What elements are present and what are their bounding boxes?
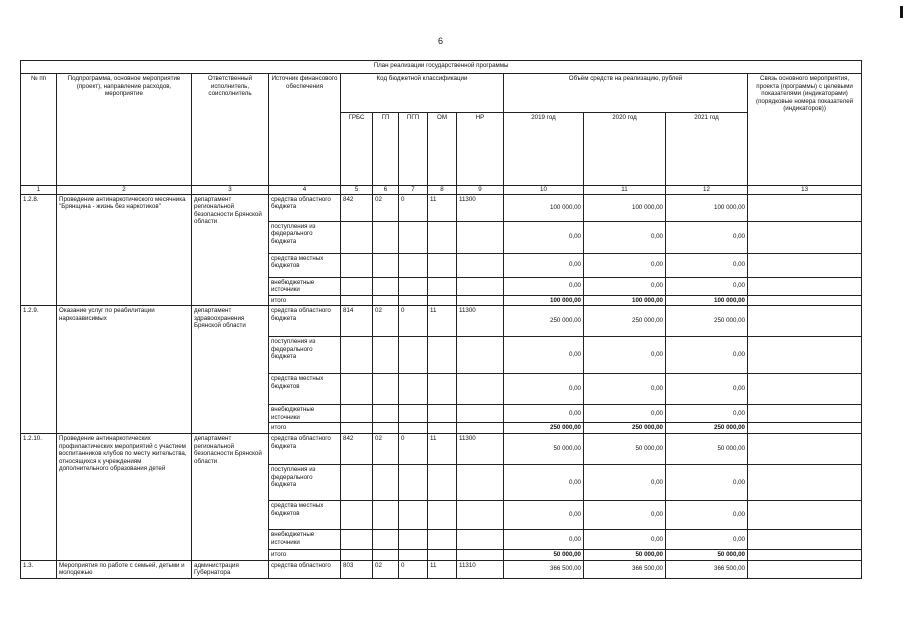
code-empty xyxy=(341,405,373,423)
funding-source: средства областного xyxy=(269,560,341,578)
column-number: 12 xyxy=(666,186,748,195)
code-empty xyxy=(428,221,457,253)
code-gp: 02 xyxy=(373,560,399,578)
code-om: 11 xyxy=(428,433,457,464)
total-amount: 100 000,00 xyxy=(666,295,748,306)
indicator-link xyxy=(748,405,862,423)
amount: 0,00 xyxy=(666,221,748,253)
amount: 0,00 xyxy=(584,221,666,253)
amount: 0,00 xyxy=(666,374,748,405)
code-empty xyxy=(428,423,457,434)
code-empty xyxy=(399,337,428,374)
amount: 0,00 xyxy=(504,277,584,295)
indicator-link xyxy=(748,221,862,253)
header-indicators: Связь основного мероприятия, проекта (программы) с целевыми показателями (индикаторами) (порядковые номера показателей (индикаторов)) xyxy=(748,74,862,186)
row-number: 1.2.8. xyxy=(21,194,57,306)
code-empty xyxy=(373,374,399,405)
funding-source: внебюджетные источники xyxy=(269,529,341,549)
code-empty xyxy=(373,549,399,560)
code-empty xyxy=(428,337,457,374)
table-row xyxy=(21,433,862,464)
code-empty xyxy=(399,500,428,529)
funding-source: внебюджетные источники xyxy=(269,277,341,295)
funding-source: средства областного бюджета xyxy=(269,194,341,221)
page-number: 6 xyxy=(438,36,444,46)
code-empty xyxy=(457,423,504,434)
code-empty xyxy=(341,423,373,434)
amount: 0,00 xyxy=(504,253,584,277)
code-empty xyxy=(457,405,504,423)
code-empty xyxy=(399,423,428,434)
indicator-link xyxy=(748,194,862,221)
code-empty xyxy=(341,464,373,500)
amount: 0,00 xyxy=(666,277,748,295)
amount: 100 000,00 xyxy=(666,194,748,221)
activity-name: Проведение антинаркотического месячника "Брянщина - жизнь без наркотиков" xyxy=(57,194,192,306)
indicator-link xyxy=(748,253,862,277)
code-gp: 02 xyxy=(373,306,399,337)
column-number: 1 xyxy=(21,186,57,195)
code-empty xyxy=(428,529,457,549)
code-empty xyxy=(457,464,504,500)
code-pgp: 0 xyxy=(399,433,428,464)
code-gp: 02 xyxy=(373,433,399,464)
code-empty xyxy=(341,374,373,405)
header-amount: Объём средств на реализацию, рублей xyxy=(504,74,748,113)
header-pgp: ПГП xyxy=(399,113,428,186)
header-gp: ГП xyxy=(373,113,399,186)
code-empty xyxy=(399,549,428,560)
activity-name: Проведение антинаркотических профилактических мероприятий с участием воспитанников клубов по месту жительства, относящихся к учреждениям дополнительного образования детей xyxy=(57,433,192,560)
code-empty xyxy=(457,500,504,529)
code-empty xyxy=(399,253,428,277)
code-om: 11 xyxy=(428,194,457,221)
amount: 0,00 xyxy=(504,221,584,253)
funding-source: средства местных бюджетов xyxy=(269,374,341,405)
amount: 0,00 xyxy=(666,253,748,277)
indicator-link xyxy=(748,433,862,464)
executor: департамент региональной безопасности Брянской области xyxy=(192,194,269,306)
total-amount: 50 000,00 xyxy=(504,549,584,560)
table-row xyxy=(21,194,862,221)
code-gp: 02 xyxy=(373,194,399,221)
indicator-link xyxy=(748,549,862,560)
code-om: 11 xyxy=(428,306,457,337)
code-np: 11300 xyxy=(457,306,504,337)
amount: 100 000,00 xyxy=(584,194,666,221)
code-empty xyxy=(428,464,457,500)
code-empty xyxy=(399,464,428,500)
indicator-link xyxy=(748,277,862,295)
code-empty xyxy=(341,221,373,253)
total-amount: 250 000,00 xyxy=(584,423,666,434)
activity-name: Мероприятия по работе с семьей, детьми и молодежью xyxy=(57,560,192,578)
column-number: 13 xyxy=(748,186,862,195)
code-empty xyxy=(373,500,399,529)
code-empty xyxy=(457,253,504,277)
code-empty xyxy=(428,253,457,277)
code-empty xyxy=(428,295,457,306)
header-grbs: ГРБС xyxy=(341,113,373,186)
code-empty xyxy=(373,405,399,423)
amount: 0,00 xyxy=(504,529,584,549)
total-amount: 100 000,00 xyxy=(504,295,584,306)
code-empty xyxy=(373,253,399,277)
funding-source: итого xyxy=(269,295,341,306)
edge-mark xyxy=(900,6,903,18)
code-empty xyxy=(341,253,373,277)
funding-source: средства областного бюджета xyxy=(269,306,341,337)
code-empty xyxy=(399,374,428,405)
indicator-link xyxy=(748,529,862,549)
code-pgp: 0 xyxy=(399,560,428,578)
amount: 250 000,00 xyxy=(666,306,748,337)
code-empty xyxy=(373,423,399,434)
indicator-link xyxy=(748,560,862,578)
indicator-link xyxy=(748,295,862,306)
indicator-link xyxy=(748,306,862,337)
row-number: 1.3. xyxy=(21,560,57,578)
code-om: 11 xyxy=(428,560,457,578)
column-number: 9 xyxy=(457,186,504,195)
code-empty xyxy=(341,337,373,374)
amount: 0,00 xyxy=(584,337,666,374)
code-empty xyxy=(399,529,428,549)
table-row xyxy=(21,560,862,578)
amount: 0,00 xyxy=(666,500,748,529)
indicator-link xyxy=(748,337,862,374)
total-amount: 250 000,00 xyxy=(504,423,584,434)
code-grbs: 814 xyxy=(341,306,373,337)
code-empty xyxy=(399,277,428,295)
code-empty xyxy=(457,337,504,374)
code-empty xyxy=(428,374,457,405)
amount: 0,00 xyxy=(584,500,666,529)
amount: 0,00 xyxy=(504,500,584,529)
code-pgp: 0 xyxy=(399,194,428,221)
indicator-link xyxy=(748,423,862,434)
table-row xyxy=(21,306,862,337)
column-number: 3 xyxy=(192,186,269,195)
amount: 250 000,00 xyxy=(504,306,584,337)
code-empty xyxy=(341,295,373,306)
amount: 0,00 xyxy=(504,464,584,500)
code-empty xyxy=(373,277,399,295)
header-np: НР xyxy=(457,113,504,186)
funding-source: поступления из федерального бюджета xyxy=(269,464,341,500)
code-pgp: 0 xyxy=(399,306,428,337)
activity-name: Оказание услуг по реабилитации наркозависимых xyxy=(57,306,192,434)
header-number: № пп xyxy=(21,74,57,186)
program-plan-table xyxy=(20,60,862,579)
code-np: 11300 xyxy=(457,433,504,464)
code-empty xyxy=(373,464,399,500)
code-empty xyxy=(457,221,504,253)
code-empty xyxy=(457,549,504,560)
amount: 50 000,00 xyxy=(666,433,748,464)
code-grbs: 842 xyxy=(341,194,373,221)
code-np: 11310 xyxy=(457,560,504,578)
amount: 0,00 xyxy=(584,464,666,500)
code-np: 11300 xyxy=(457,194,504,221)
header-2020: 2020 год xyxy=(584,113,666,186)
code-empty xyxy=(428,500,457,529)
funding-source: итого xyxy=(269,549,341,560)
code-empty xyxy=(373,221,399,253)
amount: 0,00 xyxy=(584,374,666,405)
code-empty xyxy=(399,221,428,253)
header-executor: Ответственный исполнитель, соисполнитель xyxy=(192,74,269,186)
header-2019: 2019 год xyxy=(504,113,584,186)
indicator-link xyxy=(748,374,862,405)
header-source: Источник финансового обеспечения xyxy=(269,74,341,186)
code-grbs: 842 xyxy=(341,433,373,464)
column-number: 11 xyxy=(584,186,666,195)
amount: 50 000,00 xyxy=(504,433,584,464)
indicator-link xyxy=(748,500,862,529)
amount: 50 000,00 xyxy=(584,433,666,464)
header-om: ОМ xyxy=(428,113,457,186)
code-empty xyxy=(341,529,373,549)
code-empty xyxy=(373,295,399,306)
column-number: 6 xyxy=(373,186,399,195)
code-empty xyxy=(457,277,504,295)
amount: 0,00 xyxy=(666,529,748,549)
total-amount: 100 000,00 xyxy=(584,295,666,306)
amount: 366 500,00 xyxy=(584,560,666,578)
code-empty xyxy=(399,295,428,306)
funding-source: средства местных бюджетов xyxy=(269,253,341,277)
amount: 100 000,00 xyxy=(504,194,584,221)
amount: 0,00 xyxy=(666,464,748,500)
amount: 366 500,00 xyxy=(666,560,748,578)
code-empty xyxy=(341,500,373,529)
code-empty xyxy=(457,295,504,306)
column-number: 7 xyxy=(399,186,428,195)
amount: 250 000,00 xyxy=(584,306,666,337)
total-amount: 50 000,00 xyxy=(666,549,748,560)
column-number: 8 xyxy=(428,186,457,195)
executor: департамент здравоохранения Брянской области xyxy=(192,306,269,434)
column-number: 2 xyxy=(57,186,192,195)
code-grbs: 803 xyxy=(341,560,373,578)
amount: 0,00 xyxy=(584,529,666,549)
indicator-link xyxy=(748,464,862,500)
code-empty xyxy=(457,529,504,549)
code-empty xyxy=(341,277,373,295)
funding-source: поступления из федерального бюджета xyxy=(269,221,341,253)
code-empty xyxy=(373,337,399,374)
header-program: Подпрограмма, основное мероприятие (проект), направление расходов, мероприятие xyxy=(57,74,192,186)
total-amount: 50 000,00 xyxy=(584,549,666,560)
code-empty xyxy=(341,549,373,560)
row-number: 1.2.10. xyxy=(21,433,57,560)
amount: 0,00 xyxy=(666,405,748,423)
funding-source: средства областного бюджета xyxy=(269,433,341,464)
amount: 366 500,00 xyxy=(504,560,584,578)
amount: 0,00 xyxy=(504,337,584,374)
total-amount: 250 000,00 xyxy=(666,423,748,434)
code-empty xyxy=(428,277,457,295)
header-budget-code: Код бюджетной классификации xyxy=(341,74,504,113)
amount: 0,00 xyxy=(584,253,666,277)
amount: 0,00 xyxy=(666,337,748,374)
code-empty xyxy=(457,374,504,405)
amount: 0,00 xyxy=(504,405,584,423)
amount: 0,00 xyxy=(584,277,666,295)
funding-source: итого xyxy=(269,423,341,434)
amount: 0,00 xyxy=(584,405,666,423)
code-empty xyxy=(373,529,399,549)
code-empty xyxy=(428,549,457,560)
funding-source: средства местных бюджетов xyxy=(269,500,341,529)
row-number: 1.2.9. xyxy=(21,306,57,434)
table-title: План реализации государственной программы xyxy=(21,61,862,74)
header-2021: 2021 год xyxy=(666,113,748,186)
funding-source: поступления из федерального бюджета xyxy=(269,337,341,374)
executor: администрация Губернатора xyxy=(192,560,269,578)
column-number: 4 xyxy=(269,186,341,195)
code-empty xyxy=(428,405,457,423)
column-number: 5 xyxy=(341,186,373,195)
executor: департамент региональной безопасности Брянской области xyxy=(192,433,269,560)
column-number: 10 xyxy=(504,186,584,195)
code-empty xyxy=(399,405,428,423)
funding-source: внебюджетные источники xyxy=(269,405,341,423)
amount: 0,00 xyxy=(504,374,584,405)
